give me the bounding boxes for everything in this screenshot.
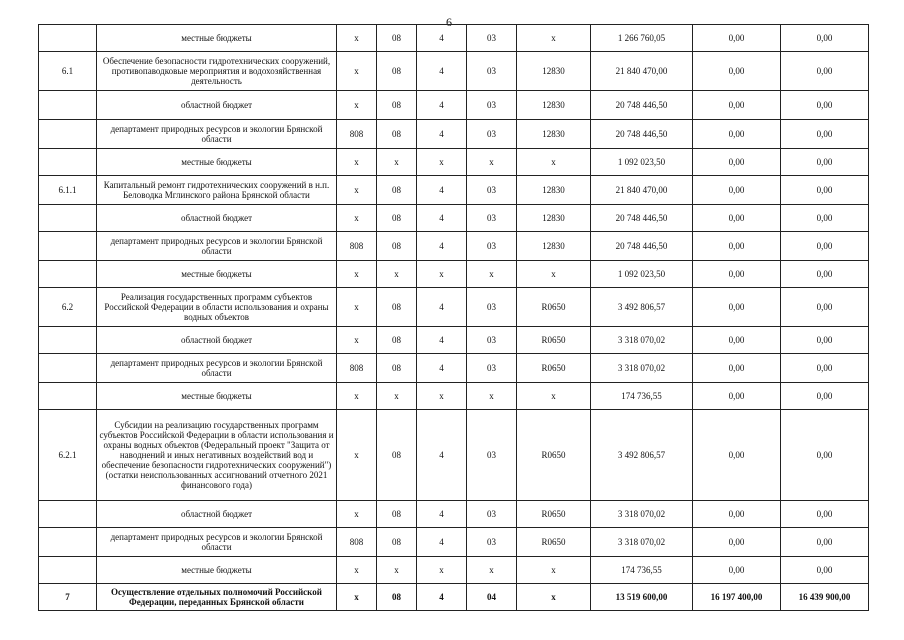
row-name-cell: Субсидии на реализацию государственных программ субъектов Российской Федерации в области использования и охраны водных объектов (Федеральный проект "Защита от наводнений и иных негативных воздействий вод и обеспечение безопасности гидротехнических сооружений") (остатки неиспользованных ассигнований отчетного 2021 финансового года) [97, 410, 337, 501]
section-code-cell: 08 [377, 25, 417, 52]
row-number-cell [39, 232, 97, 261]
amount-year2-cell: 0,00 [693, 176, 781, 205]
row-number-cell: 6.2.1 [39, 410, 97, 501]
amount-year1-cell: 3 318 070,02 [591, 354, 693, 383]
amount-year3-cell: 0,00 [781, 52, 869, 91]
direction-code-cell: x [517, 261, 591, 288]
table-row [39, 25, 869, 52]
row-number-cell [39, 327, 97, 354]
grbs-code-cell: x [337, 205, 377, 232]
amount-year3-cell: 0,00 [781, 528, 869, 557]
program-code-cell: 03 [467, 25, 517, 52]
program-code-cell: 03 [467, 91, 517, 120]
table-row [39, 261, 869, 288]
amount-year3-cell: 0,00 [781, 176, 869, 205]
row-name-cell: местные бюджеты [97, 25, 337, 52]
table-row [39, 327, 869, 354]
program-code-cell: x [467, 383, 517, 410]
section-code-cell: 08 [377, 288, 417, 327]
row-name-cell: департамент природных ресурсов и экологии Брянской области [97, 120, 337, 149]
amount-year3-cell: 0,00 [781, 557, 869, 584]
row-number-cell [39, 528, 97, 557]
amount-year1-cell: 1 266 760,05 [591, 25, 693, 52]
direction-code-cell: x [517, 383, 591, 410]
amount-year3-cell: 0,00 [781, 261, 869, 288]
direction-code-cell: R0650 [517, 288, 591, 327]
amount-year1-cell: 13 519 600,00 [591, 584, 693, 611]
amount-year2-cell: 0,00 [693, 383, 781, 410]
subsection-code-cell: 4 [417, 91, 467, 120]
amount-year1-cell: 20 748 446,50 [591, 205, 693, 232]
amount-year2-cell: 0,00 [693, 91, 781, 120]
program-code-cell: 03 [467, 232, 517, 261]
table-row [39, 410, 869, 501]
amount-year1-cell: 21 840 470,00 [591, 176, 693, 205]
amount-year2-cell: 0,00 [693, 557, 781, 584]
table-row [39, 557, 869, 584]
table-row [39, 149, 869, 176]
row-name-cell: Осуществление отдельных полномочий Российской Федерации, переданных Брянской области [97, 584, 337, 611]
row-name-cell: Реализация государственных программ субъектов Российской Федерации в области использования и охраны водных объектов [97, 288, 337, 327]
grbs-code-cell: x [337, 501, 377, 528]
subsection-code-cell: 4 [417, 354, 467, 383]
amount-year1-cell: 3 318 070,02 [591, 501, 693, 528]
section-code-cell: 08 [377, 205, 417, 232]
amount-year2-cell: 0,00 [693, 410, 781, 501]
direction-code-cell: R0650 [517, 354, 591, 383]
row-name-cell: областной бюджет [97, 501, 337, 528]
amount-year1-cell: 21 840 470,00 [591, 52, 693, 91]
program-code-cell: 03 [467, 528, 517, 557]
program-code-cell: 03 [467, 410, 517, 501]
grbs-code-cell: x [337, 584, 377, 611]
grbs-code-cell: x [337, 383, 377, 410]
row-number-cell [39, 205, 97, 232]
section-code-cell: 08 [377, 327, 417, 354]
row-name-cell: департамент природных ресурсов и экологии Брянской области [97, 528, 337, 557]
section-code-cell: 08 [377, 232, 417, 261]
row-name-cell: Капитальный ремонт гидротехнических сооружений в н.п. Беловодка Мглинского района Брянской области [97, 176, 337, 205]
grbs-code-cell: x [337, 327, 377, 354]
section-code-cell: 08 [377, 528, 417, 557]
subsection-code-cell: x [417, 261, 467, 288]
row-number-cell: 6.1.1 [39, 176, 97, 205]
table-row [39, 52, 869, 91]
subsection-code-cell: 4 [417, 584, 467, 611]
subsection-code-cell: 4 [417, 25, 467, 52]
row-name-cell: местные бюджеты [97, 383, 337, 410]
grbs-code-cell: 808 [337, 120, 377, 149]
row-name-cell: местные бюджеты [97, 557, 337, 584]
subsection-code-cell: x [417, 149, 467, 176]
amount-year2-cell: 0,00 [693, 501, 781, 528]
section-code-cell: x [377, 557, 417, 584]
page-number: 6 [446, 15, 452, 29]
grbs-code-cell: x [337, 149, 377, 176]
direction-code-cell: 12830 [517, 176, 591, 205]
program-code-cell: 03 [467, 501, 517, 528]
direction-code-cell: 12830 [517, 52, 591, 91]
row-number-cell: 6.1 [39, 52, 97, 91]
program-code-cell: 03 [467, 288, 517, 327]
amount-year1-cell: 1 092 023,50 [591, 261, 693, 288]
program-code-cell: 03 [467, 52, 517, 91]
amount-year1-cell: 174 736,55 [591, 557, 693, 584]
amount-year2-cell: 0,00 [693, 205, 781, 232]
section-code-cell: 08 [377, 501, 417, 528]
subsection-code-cell: x [417, 383, 467, 410]
row-name-cell: департамент природных ресурсов и экологии Брянской области [97, 354, 337, 383]
program-code-cell: x [467, 557, 517, 584]
subsection-code-cell: x [417, 557, 467, 584]
table-row [39, 120, 869, 149]
amount-year3-cell: 0,00 [781, 120, 869, 149]
grbs-code-cell: x [337, 557, 377, 584]
row-number-cell [39, 501, 97, 528]
subsection-code-cell: 4 [417, 501, 467, 528]
section-code-cell: 08 [377, 584, 417, 611]
program-code-cell: 03 [467, 205, 517, 232]
program-code-cell: 04 [467, 584, 517, 611]
amount-year1-cell: 3 318 070,02 [591, 327, 693, 354]
row-number-cell: 7 [39, 584, 97, 611]
direction-code-cell: R0650 [517, 528, 591, 557]
row-name-cell: Обеспечение безопасности гидротехнических сооружений, противопаводковые мероприятия и водохозяйственная деятельность [97, 52, 337, 91]
direction-code-cell: 12830 [517, 205, 591, 232]
direction-code-cell: x [517, 584, 591, 611]
table-row [39, 288, 869, 327]
amount-year2-cell: 0,00 [693, 25, 781, 52]
grbs-code-cell: x [337, 25, 377, 52]
amount-year3-cell: 0,00 [781, 205, 869, 232]
amount-year1-cell: 3 492 806,57 [591, 288, 693, 327]
program-code-cell: 03 [467, 354, 517, 383]
row-number-cell: 6.2 [39, 288, 97, 327]
section-code-cell: 08 [377, 120, 417, 149]
amount-year1-cell: 3 492 806,57 [591, 410, 693, 501]
section-code-cell: x [377, 261, 417, 288]
grbs-code-cell: x [337, 176, 377, 205]
table-row [39, 383, 869, 410]
amount-year2-cell: 0,00 [693, 120, 781, 149]
grbs-code-cell: x [337, 52, 377, 91]
table-row [39, 91, 869, 120]
amount-year3-cell: 0,00 [781, 410, 869, 501]
table-row [39, 354, 869, 383]
row-number-cell [39, 383, 97, 410]
subsection-code-cell: 4 [417, 288, 467, 327]
amount-year3-cell: 16 439 900,00 [781, 584, 869, 611]
table-row [39, 176, 869, 205]
amount-year3-cell: 0,00 [781, 354, 869, 383]
row-name-cell: областной бюджет [97, 91, 337, 120]
row-name-cell: местные бюджеты [97, 149, 337, 176]
row-name-cell: областной бюджет [97, 327, 337, 354]
amount-year2-cell: 16 197 400,00 [693, 584, 781, 611]
subsection-code-cell: 4 [417, 327, 467, 354]
amount-year1-cell: 3 318 070,02 [591, 528, 693, 557]
direction-code-cell: R0650 [517, 327, 591, 354]
amount-year3-cell: 0,00 [781, 149, 869, 176]
amount-year1-cell: 174 736,55 [591, 383, 693, 410]
program-code-cell: 03 [467, 176, 517, 205]
direction-code-cell: 12830 [517, 232, 591, 261]
direction-code-cell: x [517, 25, 591, 52]
amount-year2-cell: 0,00 [693, 149, 781, 176]
amount-year1-cell: 20 748 446,50 [591, 120, 693, 149]
section-code-cell: 08 [377, 91, 417, 120]
amount-year2-cell: 0,00 [693, 288, 781, 327]
amount-year3-cell: 0,00 [781, 232, 869, 261]
section-code-cell: 08 [377, 410, 417, 501]
amount-year1-cell: 20 748 446,50 [591, 232, 693, 261]
grbs-code-cell: x [337, 261, 377, 288]
table-row [39, 205, 869, 232]
program-code-cell: 03 [467, 327, 517, 354]
row-number-cell [39, 149, 97, 176]
direction-code-cell: R0650 [517, 501, 591, 528]
amount-year3-cell: 0,00 [781, 91, 869, 120]
row-number-cell [39, 91, 97, 120]
row-name-cell: областной бюджет [97, 205, 337, 232]
section-code-cell: x [377, 383, 417, 410]
budget-table [38, 24, 869, 611]
program-code-cell: 03 [467, 120, 517, 149]
subsection-code-cell: 4 [417, 232, 467, 261]
direction-code-cell: 12830 [517, 120, 591, 149]
grbs-code-cell: x [337, 91, 377, 120]
direction-code-cell: x [517, 149, 591, 176]
subsection-code-cell: 4 [417, 205, 467, 232]
grbs-code-cell: x [337, 410, 377, 501]
amount-year3-cell: 0,00 [781, 288, 869, 327]
direction-code-cell: R0650 [517, 410, 591, 501]
section-code-cell: 08 [377, 52, 417, 91]
program-code-cell: x [467, 261, 517, 288]
program-code-cell: x [467, 149, 517, 176]
amount-year2-cell: 0,00 [693, 327, 781, 354]
amount-year3-cell: 0,00 [781, 383, 869, 410]
section-code-cell: 08 [377, 176, 417, 205]
table-row [39, 501, 869, 528]
grbs-code-cell: 808 [337, 354, 377, 383]
amount-year2-cell: 0,00 [693, 528, 781, 557]
table-row [39, 584, 869, 611]
amount-year2-cell: 0,00 [693, 52, 781, 91]
table-row [39, 232, 869, 261]
subsection-code-cell: 4 [417, 52, 467, 91]
amount-year1-cell: 20 748 446,50 [591, 91, 693, 120]
direction-code-cell: x [517, 557, 591, 584]
row-name-cell: местные бюджеты [97, 261, 337, 288]
section-code-cell: x [377, 149, 417, 176]
grbs-code-cell: 808 [337, 232, 377, 261]
table-row [39, 528, 869, 557]
subsection-code-cell: 4 [417, 528, 467, 557]
direction-code-cell: 12830 [517, 91, 591, 120]
amount-year2-cell: 0,00 [693, 261, 781, 288]
amount-year2-cell: 0,00 [693, 354, 781, 383]
amount-year2-cell: 0,00 [693, 232, 781, 261]
subsection-code-cell: 4 [417, 410, 467, 501]
amount-year1-cell: 1 092 023,50 [591, 149, 693, 176]
row-name-cell: департамент природных ресурсов и экологии Брянской области [97, 232, 337, 261]
grbs-code-cell: 808 [337, 528, 377, 557]
row-number-cell [39, 120, 97, 149]
amount-year3-cell: 0,00 [781, 25, 869, 52]
row-number-cell [39, 354, 97, 383]
amount-year3-cell: 0,00 [781, 501, 869, 528]
row-number-cell [39, 25, 97, 52]
row-number-cell [39, 261, 97, 288]
amount-year3-cell: 0,00 [781, 327, 869, 354]
row-number-cell [39, 557, 97, 584]
subsection-code-cell: 4 [417, 176, 467, 205]
subsection-code-cell: 4 [417, 120, 467, 149]
grbs-code-cell: x [337, 288, 377, 327]
section-code-cell: 08 [377, 354, 417, 383]
